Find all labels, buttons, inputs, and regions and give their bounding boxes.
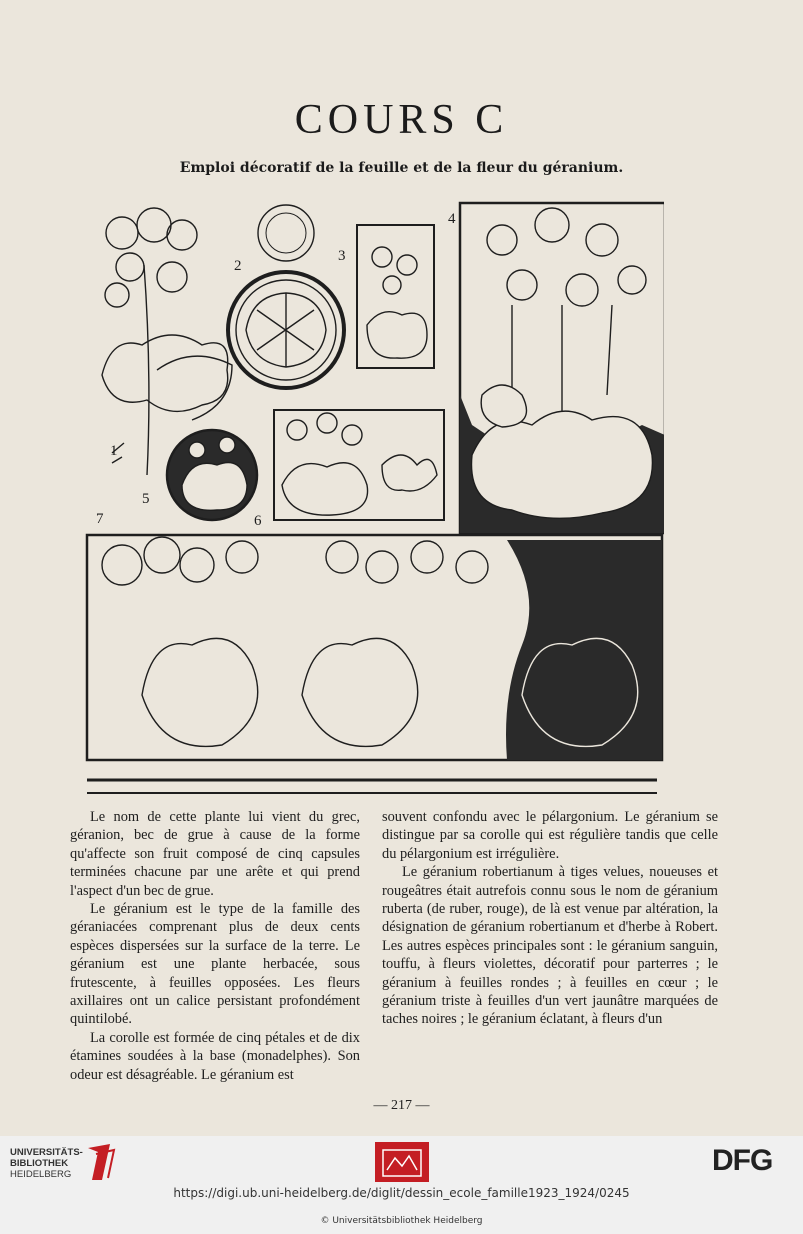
paragraph: La corolle est formée de cinq pétales et de dix étamines soudées à la base (monadelphes). Son odeur est désagréable. Le géranium est [70, 1029, 360, 1083]
text-column-right [382, 808, 718, 1029]
figure-3-panel [357, 225, 434, 368]
paragraph: Le géranium robertianum à tiges velues, noueuses et rougeâtres était autrefois connu sous le nom de géranium ruberta (de ruber, rouge), de là est venue par altération, la désignation de géranium robertianum et d'herbe à Robert. Les autres espèces principales sont : le géranium sanguin, touffu, à fleurs violettes, décoratif pour parterres ; le géranium à feuilles rondes ; à feuilles en cœur ; le géranium triste à feuilles d'un vert jaunâtre marquées de taches noires ; le géranium éclatant, à fleurs d'un [382, 864, 718, 1028]
figure-label-2: 2 [234, 258, 242, 274]
text-column-left [70, 808, 360, 1084]
permalink-url[interactable]: https://digi.ub.uni-heidelberg.de/diglit/dessin_ecole_famille1923_1924/0245 [173, 1186, 630, 1200]
figure-6-panel [274, 410, 444, 520]
figure-label-3: 3 [338, 248, 346, 264]
collection-emblem-icon [375, 1142, 429, 1182]
page-number: — 217 — [373, 1098, 430, 1113]
page-subtitle: Emploi décoratif de la feuille et de la fleur du géranium. [179, 160, 624, 176]
paragraph: Le géranium est le type de la famille des géraniacées comprenant plus de deux cents espèces dispersées sur la surface de la terre. Le géranium est une plante herbacée, sous frutescente, à feuilles opposées. Les fleurs axillaires ont un calice persistant profondément quintilobé. [70, 901, 360, 1028]
library-line: UNIVERSITÄTS- [10, 1147, 83, 1158]
library-line: HEIDELBERG [10, 1169, 72, 1180]
collection-logo[interactable] [375, 1142, 429, 1182]
figure-label-6: 6 [254, 513, 262, 529]
copyright-notice: © Universitätsbibliothek Heidelberg [320, 1216, 483, 1226]
figure-5-medallion [167, 430, 257, 520]
dfg-logo[interactable]: DFG [712, 1144, 773, 1177]
figure-label-4: 4 [448, 211, 456, 227]
figure-label-5: 5 [142, 491, 150, 507]
figure-7-frieze [87, 535, 662, 793]
paragraph: Le nom de cette plante lui vient du grec, géranion, bec de grue à cause de la forme qu'affecte son fruit composé de cinq capsules terminées chacune par une arête et qui prend l'aspect d'un bec de grue. [70, 809, 360, 899]
paragraph: souvent confondu avec le pélargonium. Le géranium se distingue par sa corolle qui est régulière tandis que celle du pélargonium est irrégulière. [382, 809, 718, 862]
figure-2-medallion [228, 205, 344, 388]
geranium-illustration-plate [82, 195, 664, 800]
figure-label-1: 1 [110, 443, 118, 459]
library-line: BIBLIOTHEK [10, 1158, 69, 1169]
figure-4-panel [460, 203, 664, 533]
university-library-name [10, 1147, 83, 1180]
figure-label-7: 7 [96, 511, 104, 527]
page-title: COURS C [294, 97, 509, 143]
